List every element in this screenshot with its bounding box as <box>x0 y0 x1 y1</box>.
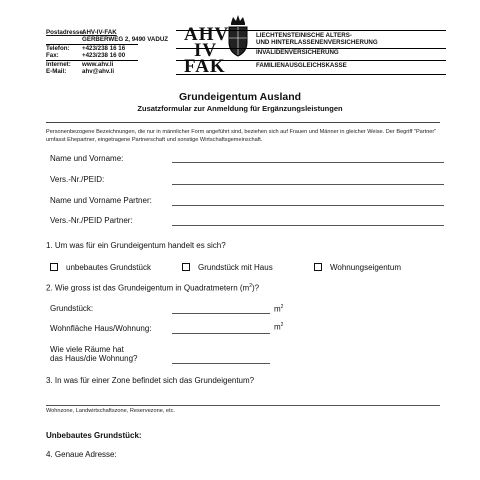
raeume-label-line1: Wie viele Räume hat <box>50 345 124 354</box>
checkbox-grundstueck-mit-haus[interactable] <box>182 263 190 271</box>
phone-label: Telefon: <box>46 45 70 53</box>
partner-peid-label: Vers.-Nr./PEID Partner: <box>50 216 133 225</box>
address-label: Postadresse: <box>46 29 85 36</box>
fax-value: +423/238 16 00 <box>82 51 126 59</box>
option-label: Grundstück mit Haus <box>198 263 273 272</box>
form-title: Grundeigentum Ausland <box>178 91 302 103</box>
org-name-ahv <box>256 33 378 47</box>
raeume-label <box>50 345 137 363</box>
ahv-code: AHV <box>184 24 230 45</box>
org-name-ahv-line2: UND HINTERLASSENENVERSICHERUNG <box>256 38 378 46</box>
grundstueck-area-input[interactable] <box>172 313 270 314</box>
partner-peid-input[interactable] <box>172 225 444 226</box>
question-1: 1. Um was für ein Grundeigentum handelt es sich? <box>46 241 226 250</box>
question-2 <box>46 283 259 293</box>
org-name-fak: FAMILIENAUSGLEICHSKASSE <box>256 62 347 69</box>
grundstueck-label: Grundstück: <box>50 304 94 313</box>
unit-m2 <box>274 322 283 332</box>
name-label: Name und Vorname: <box>50 154 124 163</box>
internet-value: www.ahv.li <box>82 61 114 69</box>
question-2-sup: 2 <box>249 283 252 289</box>
question-3: 3. In was für einer Zone befindet sich das Grundeigentum? <box>46 376 255 385</box>
title-rule <box>46 122 440 123</box>
option-label: unbebautes Grundstück <box>66 263 151 272</box>
checkbox-unbebautes-grundstueck[interactable] <box>50 263 58 271</box>
header-rule <box>176 74 446 75</box>
checkbox-wohnungseigentum[interactable] <box>314 263 322 271</box>
wohnflaeche-label: Wohnfläche Haus/Wohnung: <box>50 324 152 333</box>
unit-m2 <box>274 304 283 314</box>
option-label: Wohnungseigentum <box>330 263 402 272</box>
header-rule <box>176 30 446 31</box>
address-value: AHV-IV-FAK <box>82 29 117 36</box>
name-input[interactable] <box>172 162 444 163</box>
unit-m: m <box>274 322 281 332</box>
unit-m: m <box>274 304 281 314</box>
zone-input[interactable] <box>46 405 440 406</box>
email-value: ahv@ahv.li <box>82 67 115 75</box>
org-name-ahv-line1: LIECHTENSTEINISCHE ALTERS- <box>256 32 352 39</box>
section-unbebautes-grundstueck: Unbebautes Grundstück: <box>46 431 142 440</box>
gender-note: Personenbezogene Bezeichnungen, die nur in männlicher Form angeführt sind, beziehen sich auf Frauen und Männer in gleicher Weise. Der Begriff "Partner" umfasst Ehepartner, eingetragene Partnerschaft und sonstige Wirtschaftsgemeinschaft. <box>46 129 437 143</box>
zone-hint: Wohnzone, Landwirtschaftszone, Reservezone, etc. <box>46 408 175 414</box>
question-4: 4. Genaue Adresse: <box>46 450 117 459</box>
unit-sup: 2 <box>280 304 284 310</box>
liechtenstein-crest-icon <box>226 14 250 58</box>
peid-input[interactable] <box>172 184 444 185</box>
raeume-label-line2: das Haus/die Wohnung? <box>50 354 138 363</box>
header-rule <box>176 60 446 61</box>
question-2-end: )? <box>251 283 260 293</box>
unit-sup: 2 <box>280 322 284 328</box>
wohnflaeche-input[interactable] <box>172 333 270 334</box>
raeume-input[interactable] <box>172 363 270 364</box>
fak-code: FAK <box>184 56 226 77</box>
peid-label: Vers.-Nr./PEID: <box>50 175 105 184</box>
partner-name-input[interactable] <box>172 205 444 206</box>
internet-label: Internet: <box>46 61 71 69</box>
address-label <box>46 37 82 44</box>
sender-address-block <box>46 30 168 76</box>
phone-value: +423/238 16 16 <box>82 45 126 53</box>
iv-code: IV <box>194 40 218 61</box>
address-value: GERBERWEG 2, 9490 VADUZ <box>82 35 169 43</box>
partner-name-label: Name und Vorname Partner: <box>50 196 152 205</box>
email-label: E-Mail: <box>46 67 67 75</box>
fax-label: Fax: <box>46 51 59 59</box>
question-2-text: 2. Wie gross ist das Grundeigentum in Quadratmetern (m <box>46 283 250 293</box>
form-subtitle: Zusatzformular zur Anmeldung für Ergänzungsleistungen <box>137 104 343 113</box>
org-name-iv: INVALIDENVERSICHERUNG <box>256 49 339 56</box>
